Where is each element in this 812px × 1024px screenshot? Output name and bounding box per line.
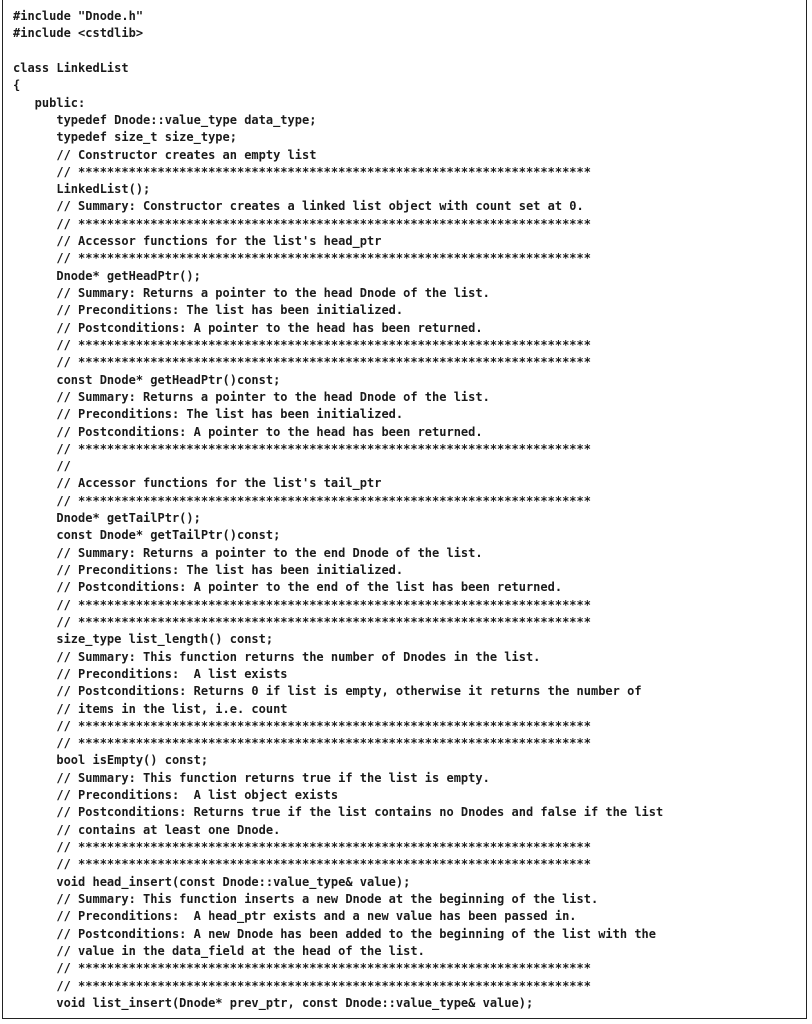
code-line: // *********************************************************************** [13,441,591,456]
code-listing-frame [2,0,807,1019]
code-line: typedef size_t size_type; [13,130,237,145]
code-line: // [13,459,71,474]
code-line: // *********************************************************************** [13,216,591,231]
code-line: { [13,78,21,93]
code-line: size_type list_length() const; [13,632,274,647]
code-line: // Accessor functions for the list's tail_ptr [13,476,382,491]
code-line: // *********************************************************************** [13,978,591,993]
code-line: // *********************************************************************** [13,493,591,508]
code-line: // Summary: This function inserts a new Dnode at the beginning of the list. [13,891,599,906]
code-line: // Postconditions: A pointer to the head has been returned. [13,424,483,439]
code-line: void list_insert(Dnode* prev_ptr, const Dnode::value_type& value); [13,995,534,1010]
code-line: LinkedList(); [13,182,151,197]
code-line: // Preconditions: A list object exists [13,788,339,803]
code-line [13,43,663,60]
code-line: // *********************************************************************** [13,840,591,854]
code-line: // Summary: Constructor creates a linked list object with count set at 0. [13,199,584,214]
code-line: // Preconditions: The list has been initialized. [13,407,404,422]
code-line: // Summary: Returns a pointer to the end Dnode of the list. [13,545,483,560]
code-line: // Summary: Returns a pointer to the head Dnode of the list. [13,389,490,404]
code-line: typedef Dnode::value_type data_type; [13,112,317,127]
code-line: // *********************************************************************** [13,164,591,179]
code-line: // Preconditions: The list has been initialized. [13,303,404,318]
code-line: // Summary: This function returns true if the list is empty. [13,770,490,785]
code-line: // Postconditions: A pointer to the end of the list has been returned. [13,580,563,595]
code-line: // *********************************************************************** [13,718,591,733]
code-line: // Summary: This function returns the number of Dnodes in the list. [13,649,541,664]
code-line: // *********************************************************************** [13,736,591,751]
code-line: // *********************************************************************** [13,961,591,976]
code-line: // Constructor creates an empty list [13,147,317,162]
code-line: public: [13,95,86,110]
code-line: // Postconditions: A new Dnode has been added to the beginning of the list with the [13,926,656,941]
code-line: // Postconditions: Returns true if the list contains no Dnodes and false if the list [13,805,664,820]
code-line: // Summary: Returns a pointer to the head Dnode of the list. [13,286,490,300]
code-line: bool isEmpty() const; [13,753,209,768]
code-line: // contains at least one Dnode. [13,822,281,837]
code-line: // *********************************************************************** [13,857,591,872]
code-line: // *********************************************************************** [13,614,591,629]
code-line: void head_insert(const Dnode::value_type& value); [13,874,411,889]
code-line: // Accessor functions for the list's head_ptr [13,234,382,249]
code-line: Dnode* getTailPtr(); [13,511,201,526]
code-line: // Preconditions: A list exists [13,666,288,681]
code-line: #include <cstdlib> [13,26,144,41]
code-line: // Postconditions: Returns 0 if list is empty, otherwise it returns the number of [13,684,642,699]
code-line: // Preconditions: A head_ptr exists and a new value has been passed in. [13,909,577,924]
code-line: // *********************************************************************** [13,337,591,352]
code-line: // *********************************************************************** [13,355,591,370]
code-listing [13,8,663,1012]
code-line: // value in the data_field at the head of the list. [13,943,425,958]
code-line: #include "Dnode.h" [13,9,144,23]
code-line: // items in the list, i.e. count [13,701,288,716]
code-line: // Postconditions: A pointer to the head has been returned. [13,320,483,335]
code-line: // Preconditions: The list has been initialized. [13,563,404,577]
code-line: // *********************************************************************** [13,251,591,266]
code-line: // *********************************************************************** [13,597,591,612]
code-line: const Dnode* getHeadPtr()const; [13,372,281,387]
code-line: const Dnode* getTailPtr()const; [13,528,281,543]
code-line: class LinkedList [13,60,129,75]
code-line: Dnode* getHeadPtr(); [13,268,201,283]
